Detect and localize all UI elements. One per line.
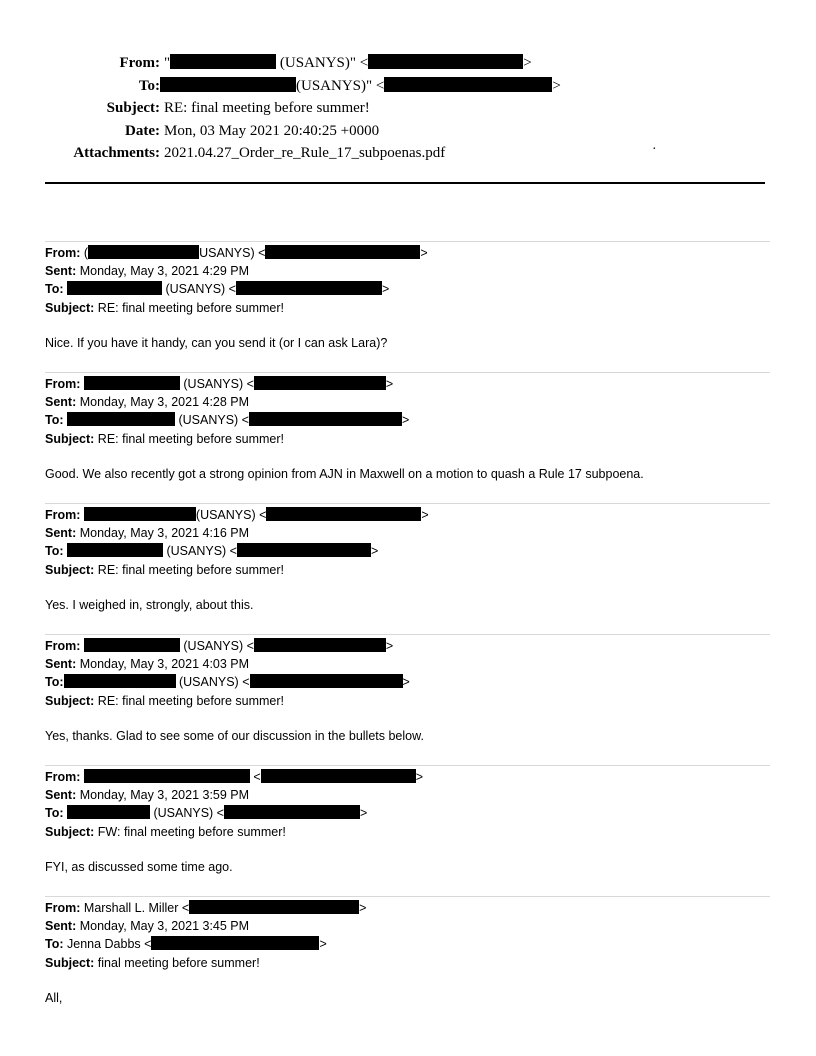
redaction-box — [64, 674, 176, 688]
message-to — [45, 411, 770, 429]
to-label: To: — [45, 282, 64, 297]
to-org: (USANYS) < — [175, 413, 249, 428]
message-subject — [45, 823, 770, 841]
to-close: > — [402, 675, 410, 690]
redaction-box — [170, 54, 276, 69]
from-label: From: — [45, 377, 81, 391]
header-date-label: Date: — [125, 122, 160, 139]
to-label: To: — [45, 937, 64, 952]
redaction-box — [84, 507, 196, 521]
redaction-box — [151, 936, 319, 950]
redaction-box — [384, 77, 552, 92]
from-label: From: — [45, 901, 81, 915]
message-separator — [45, 372, 770, 373]
sent-label: Sent: — [45, 788, 77, 803]
redaction-box — [84, 376, 180, 390]
message-sent — [45, 524, 770, 542]
from-open-paren: ( — [83, 246, 89, 260]
message-separator — [45, 765, 770, 766]
message-to — [45, 935, 770, 953]
redaction-box — [224, 805, 360, 819]
subject-label: Subject: — [45, 562, 95, 577]
redaction-box — [249, 412, 402, 426]
sent-value: Monday, May 3, 2021 3:45 PM — [79, 919, 250, 934]
message-sent — [45, 262, 770, 280]
message-body: Nice. If you have it handy, can you send it (or I can ask Lara)? — [45, 336, 388, 350]
to-label: To: — [45, 675, 64, 690]
to-close: > — [401, 413, 410, 428]
header-attachments-row — [0, 142, 816, 165]
subject-label: Subject: — [45, 693, 95, 708]
to-close: > — [381, 282, 390, 297]
redaction-box — [84, 638, 180, 652]
from-org: < — [249, 770, 261, 784]
redaction-box — [237, 543, 371, 557]
to-org: (USANYS) < — [150, 806, 224, 821]
email-header — [0, 52, 816, 165]
to-org: (USANYS) < — [163, 544, 237, 559]
message-subject — [45, 430, 770, 448]
message-sent — [45, 393, 770, 411]
from-close: > — [385, 639, 394, 653]
redaction-box — [236, 281, 382, 295]
sent-label: Sent: — [45, 395, 77, 410]
redaction-box — [261, 769, 416, 783]
redaction-box — [67, 281, 162, 295]
message-body: All, — [45, 991, 63, 1005]
message-subject — [45, 692, 770, 710]
to-name: Jenna Dabbs < — [67, 937, 152, 952]
to-close: > — [319, 937, 327, 952]
redaction-box — [368, 54, 523, 69]
from-org: (USANYS) < — [179, 639, 254, 653]
sent-label: Sent: — [45, 657, 77, 672]
redaction-box — [67, 805, 150, 819]
subject-value: FW: final meeting before summer! — [97, 824, 286, 839]
message-subject — [45, 561, 770, 579]
subject-value: RE: final meeting before summer! — [97, 693, 284, 708]
redaction-box — [88, 245, 199, 259]
from-org: (USANYS) < — [179, 377, 254, 391]
redaction-box — [84, 769, 250, 783]
to-close: > — [359, 806, 368, 821]
to-label: To: — [45, 544, 64, 559]
message-to — [45, 280, 770, 298]
subject-value: RE: final meeting before summer! — [97, 300, 284, 315]
message-sent — [45, 786, 770, 804]
from-name: Marshall L. Miller < — [83, 901, 190, 915]
from-org: USANYS) < — [199, 246, 266, 260]
header-attachments-label: Attachments: — [73, 145, 160, 161]
message-body: Yes, thanks. Glad to see some of our discussion in the bullets below. — [45, 729, 424, 743]
sent-value: Monday, May 3, 2021 4:29 PM — [79, 264, 250, 279]
message-to — [45, 804, 770, 822]
header-from-row — [0, 52, 816, 75]
sent-value: Monday, May 3, 2021 4:28 PM — [79, 395, 250, 410]
attachment-filename[interactable]: 2021.04.27_Order_re_Rule_17_subpoenas.pdf — [164, 145, 446, 161]
subject-label: Subject: — [45, 300, 95, 315]
message-to — [45, 542, 770, 560]
to-org: (USANYS) < — [162, 282, 236, 297]
header-from-label: From: — [119, 55, 160, 71]
message-from — [45, 899, 770, 917]
from-label: From: — [45, 770, 81, 784]
header-subject-row — [0, 97, 816, 120]
redaction-box — [254, 376, 386, 390]
header-date-row — [0, 120, 816, 143]
message-separator — [45, 241, 770, 242]
from-label: From: — [45, 508, 81, 522]
subject-value: final meeting before summer! — [97, 955, 260, 970]
redaction-box — [160, 77, 296, 92]
message-subject — [45, 954, 770, 972]
message-to — [45, 673, 770, 691]
header-from-org: (USANYS)" < — [276, 55, 369, 71]
header-date-value: Mon, 03 May 2021 20:40:25 +0000 — [164, 122, 380, 139]
sent-label: Sent: — [45, 264, 77, 279]
header-subject-label: Subject: — [106, 100, 160, 116]
header-to-close: > — [552, 77, 561, 94]
from-close: > — [420, 246, 428, 260]
message-separator — [45, 634, 770, 635]
header-divider — [45, 182, 765, 184]
from-label: From: — [45, 246, 81, 260]
message-body: FYI, as discussed some time ago. — [45, 860, 233, 874]
from-close: > — [385, 377, 394, 391]
from-close: > — [421, 508, 429, 522]
redaction-box — [254, 638, 386, 652]
header-from-close: > — [523, 55, 532, 71]
sent-label: Sent: — [45, 526, 77, 541]
sent-value: Monday, May 3, 2021 4:03 PM — [79, 657, 250, 672]
sent-value: Monday, May 3, 2021 3:59 PM — [79, 788, 250, 803]
message-separator — [45, 896, 770, 897]
header-subject-value: RE: final meeting before summer! — [164, 100, 370, 116]
message-subject — [45, 299, 770, 317]
redaction-box — [266, 507, 421, 521]
redaction-box — [67, 543, 163, 557]
message-from — [45, 506, 770, 524]
sent-label: Sent: — [45, 919, 77, 934]
redaction-box — [189, 900, 359, 914]
to-label: To: — [45, 413, 64, 428]
message-from — [45, 244, 770, 262]
message-separator — [45, 503, 770, 504]
from-label: From: — [45, 639, 81, 653]
subject-value: RE: final meeting before summer! — [97, 562, 284, 577]
from-org: (USANYS) < — [195, 508, 267, 522]
header-from-quote: " — [164, 55, 171, 71]
subject-label: Subject: — [45, 955, 95, 970]
message-sent — [45, 655, 770, 673]
to-org: (USANYS) < — [175, 675, 250, 690]
message-sent — [45, 917, 770, 935]
sent-value: Monday, May 3, 2021 4:16 PM — [79, 526, 250, 541]
redaction-box — [67, 412, 175, 426]
redaction-box — [250, 674, 403, 688]
to-close: > — [370, 544, 379, 559]
message-from — [45, 637, 770, 655]
from-close: > — [415, 770, 423, 784]
subject-label: Subject: — [45, 824, 95, 839]
stray-mark: · — [652, 142, 657, 157]
subject-value: RE: final meeting before summer! — [97, 431, 284, 446]
message-body: Yes. I weighed in, strongly, about this. — [45, 598, 254, 612]
message-from — [45, 375, 770, 393]
header-to-row — [0, 75, 816, 98]
to-label: To: — [45, 806, 64, 821]
header-to-org: (USANYS)" < — [296, 77, 385, 94]
message-from — [45, 768, 770, 786]
from-close: > — [359, 901, 367, 915]
header-to-label: To: — [138, 77, 160, 94]
redaction-box — [265, 245, 420, 259]
message-body: Good. We also recently got a strong opinion from AJN in Maxwell on a motion to quash a Rule 17 subpoena. — [45, 467, 644, 481]
subject-label: Subject: — [45, 431, 95, 446]
